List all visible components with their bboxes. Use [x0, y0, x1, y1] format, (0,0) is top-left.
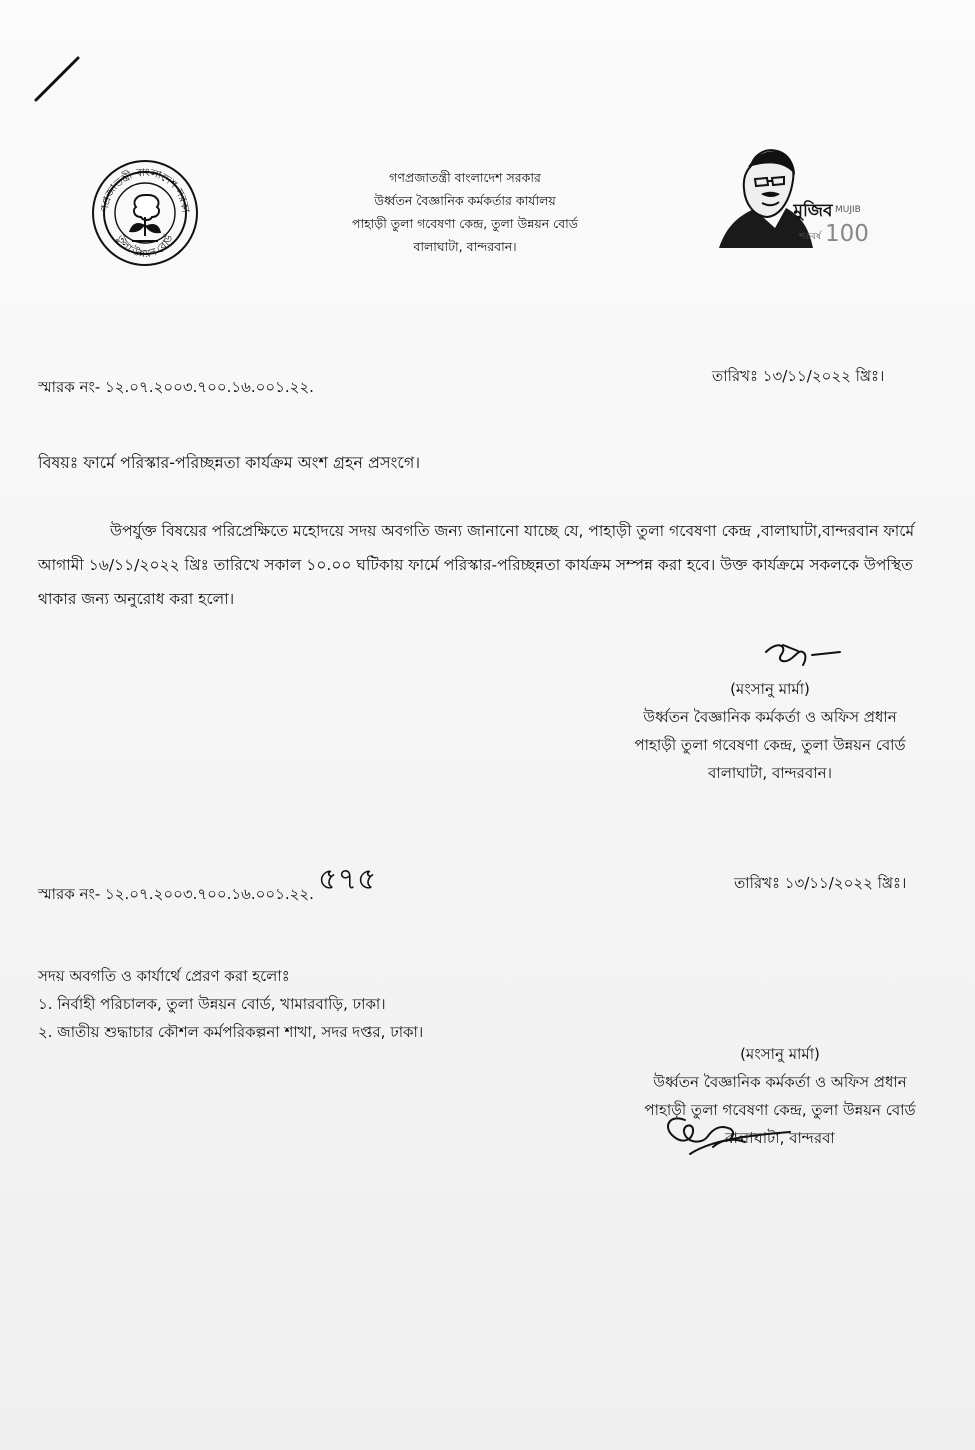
- memo-signer-name: (মংসানু মার্মা): [730, 680, 810, 698]
- copy-signer-title: উর্ধ্বতন বৈজ্ঞানিক কর্মকর্তা ও অফিস প্রধান: [653, 1073, 907, 1091]
- copy-signer-organization: পাহাড়ী তুলা গবেষণা কেন্দ্র, তুলা উন্নয়ন বোর্ড: [644, 1101, 916, 1119]
- header-line-government: গণপ্রজাতন্ত্রী বাংলাদেশ সরকার: [389, 170, 541, 185]
- memo-signature-block: [620, 675, 920, 787]
- header-line-location: বালাঘাটা, বান্দরবান।: [413, 239, 517, 254]
- header-line-organization: পাহাড়ী তুলা গবেষণা কেন্দ্র, তুলা উন্নয়ন বোর্ড: [352, 216, 578, 231]
- memo-signer-title: উর্ধ্বতন বৈজ্ঞানিক কর্মকর্তা ও অফিস প্রধান: [643, 708, 897, 726]
- cotton-board-seal: [88, 156, 202, 270]
- corner-slash-mark: [28, 50, 84, 110]
- memo-date: তারিখঃ ১৩/১১/২০২২ খ্রিঃ।: [712, 367, 885, 385]
- memo-body: [38, 514, 928, 616]
- handwritten-number: [314, 858, 396, 900]
- memo-signer-location: বালাঘাটা, বান্দরবান।: [708, 764, 832, 782]
- recipient-1: ১. নির্বাহী পরিচালক, তুলা উন্নয়ন বোর্ড, খামারবাড়ি, ঢাকা।: [38, 995, 386, 1013]
- seal-bottom-text: তুলা উন্নয়ন বোর্ড: [114, 233, 176, 261]
- memo-body-text: উপর্যুক্ত বিষয়ের পরিপ্রেক্ষিতে মহোদয়ে সদয় অবগতি জন্য জানানো যাচ্ছে যে, পাহাড়ী তুলা গবেষণা কেন্দ্র ,বালাঘাটা,বান্দরবান ফার্মে আগামী ১৬/১১/২০২২ খ্রিঃ তারিখে সকাল ১০.০০ ঘটিকায় ফার্মে পরিস্কার-পরিচ্ছন্নতা কার্যক্রম সম্পন্ন করা হবে। উক্ত কার্যক্রমে সকলকে উপস্থিত থাকার জন্য অনুরোধ করা হলো।: [38, 522, 915, 608]
- copy-signer-name: (মংসানু মার্মা): [740, 1045, 820, 1063]
- header-line-office: উর্ধ্বতন বৈজ্ঞানিক কর্মকর্তার কার্যালয়: [374, 193, 556, 208]
- copy-reference-text: স্মারক নং- ১২.০৭.২০০৩.৭০০.১৬.০০১.২২.: [38, 885, 314, 903]
- copy-reference: [38, 883, 314, 908]
- recipient-2: ২. জাতীয় শুদ্ধাচার কৌশল কর্মপরিকল্পনা শাখা, সদর দপ্তর, ঢাকা।: [38, 1023, 424, 1041]
- copy-signer-location: বালাঘাটা, বান্দরবা: [725, 1129, 835, 1147]
- badge-small-text: MUJIB: [835, 205, 861, 215]
- badge-number: 100: [825, 221, 869, 247]
- distribution-intro: সদয় অবগতি ও কার্যার্থে প্রেরণ করা হলোঃ: [38, 967, 290, 985]
- cotton-plant-icon: [129, 195, 161, 241]
- seal-top-text: ণপ্রজাতন্ত্রী বাংলাদেশ সরকা: [98, 166, 192, 214]
- government-header: [300, 166, 630, 258]
- copy-date: তারিখঃ ১৩/১১/২০২২ খ্রিঃ।: [734, 874, 907, 892]
- memo-subject: বিষয়ঃ ফার্মে পরিস্কার-পরিচ্ছন্নতা কার্যক্রম অংশ গ্রহন প্রসংগে।: [38, 453, 421, 472]
- memo-signer-organization: পাহাড়ী তুলা গবেষণা কেন্দ্র, তুলা উন্নয়ন বোর্ড: [634, 736, 906, 754]
- memo-handwritten-signature: [758, 637, 850, 679]
- distribution-list: [38, 962, 423, 1046]
- badge-bottom-text: শতবর্ষ: [798, 232, 822, 242]
- handwritten-number-text: ৫৭৫: [318, 862, 377, 897]
- badge-label: মুজিব: [793, 201, 833, 221]
- copy-handwritten-signature: [650, 1108, 800, 1166]
- memo-reference: স্মারক নং- ১২.০৭.২০০৩.৭০০.১৬.০০১.২২.: [38, 378, 314, 396]
- mujib-centenary-badge: [709, 146, 869, 252]
